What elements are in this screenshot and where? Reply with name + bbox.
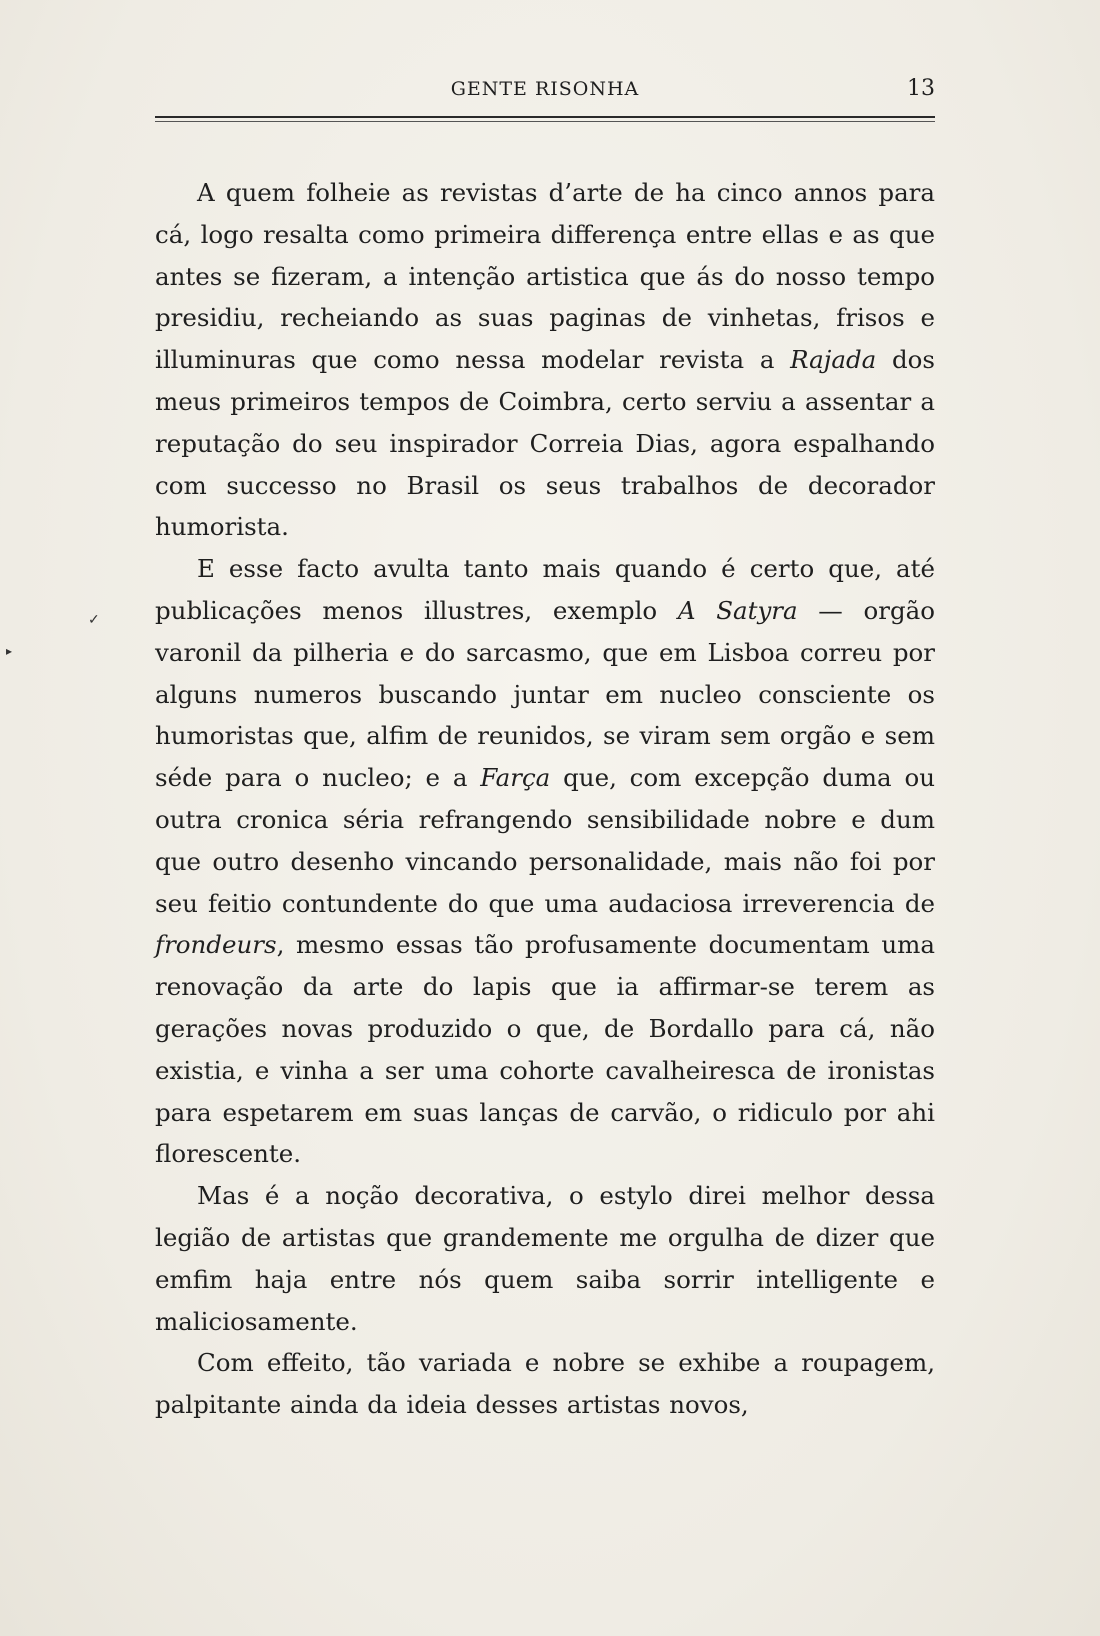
paragraph <box>155 1342 935 1426</box>
italic-text: Rajada <box>790 345 877 375</box>
italic-text: Farça <box>480 763 551 793</box>
text-run: , mesmo essas tão profusamente documentam uma renovação da arte do lapis que ia affirmar-se terem as gerações novas produzido o que, de Bordallo para cá, não existia, e vinha a ser uma cohorte cavalheiresca de ironistas para espetarem em suas lanças de carvão, o ridiculo por ahi florescente. <box>155 930 935 1169</box>
margin-arrow-icon: ▸ <box>6 644 13 658</box>
paragraph <box>155 172 935 548</box>
text-run: que, com excepção duma ou outra cronica séria refrangendo sensibilidade nobre e dum que outro desenho vincando personalidade, mais não foi por seu feitio contundente do que uma audaciosa irreverencia de <box>155 763 935 918</box>
body-text <box>155 172 935 1426</box>
text-run: dos meus primeiros tempos de Coimbra, certo serviu a assentar a reputação do seu inspirador Correia Dias, agora espalhando com successo no Brasil os seus trabalhos de decorador humorista. <box>155 345 935 542</box>
page-header <box>155 76 935 106</box>
text-run: — orgão varonil da pilheria e do sarcasmo, que em Lisboa correu por alguns numeros buscando juntar em nucleo consciente os humoristas que, alfim de reunidos, se viram sem orgão e sem séde para o nucleo; e a <box>155 595 935 793</box>
paragraph <box>155 1175 935 1342</box>
margin-mark-icon: ✓ <box>88 612 100 628</box>
italic-text: frondeurs <box>155 930 277 960</box>
text-run: Com effeito, tão variada e nobre se exhibe a roupagem, palpitante ainda da ideia desses artistas novos, <box>155 1348 935 1420</box>
page-number: 13 <box>907 76 935 101</box>
paragraph <box>155 548 935 1175</box>
running-title: GENTE RISONHA <box>450 78 640 100</box>
text-run: Mas é a noção decorativa, o estylo direi melhor dessa legião de artistas que grandemente me orgulha de dizer que emfim haja entre nós quem saiba sorrir intelligente e maliciosamente. <box>155 1181 935 1336</box>
text-run: A quem folheie as revistas d’arte de ha cinco annos para cá, logo resalta como primeira differença entre ellas e as que antes se fizeram, a intenção artistica que ás do nosso tempo presidiu, recheiando as suas paginas de vinhetas, frisos e illuminuras que como nessa modelar revista a <box>155 178 935 375</box>
italic-text: A Satyra <box>677 595 798 625</box>
text-run: E esse facto avulta tanto mais quando é certo que, até publicações menos illustres, exemplo <box>155 554 935 625</box>
header-rule-thin <box>155 121 935 122</box>
header-rule <box>155 116 935 118</box>
